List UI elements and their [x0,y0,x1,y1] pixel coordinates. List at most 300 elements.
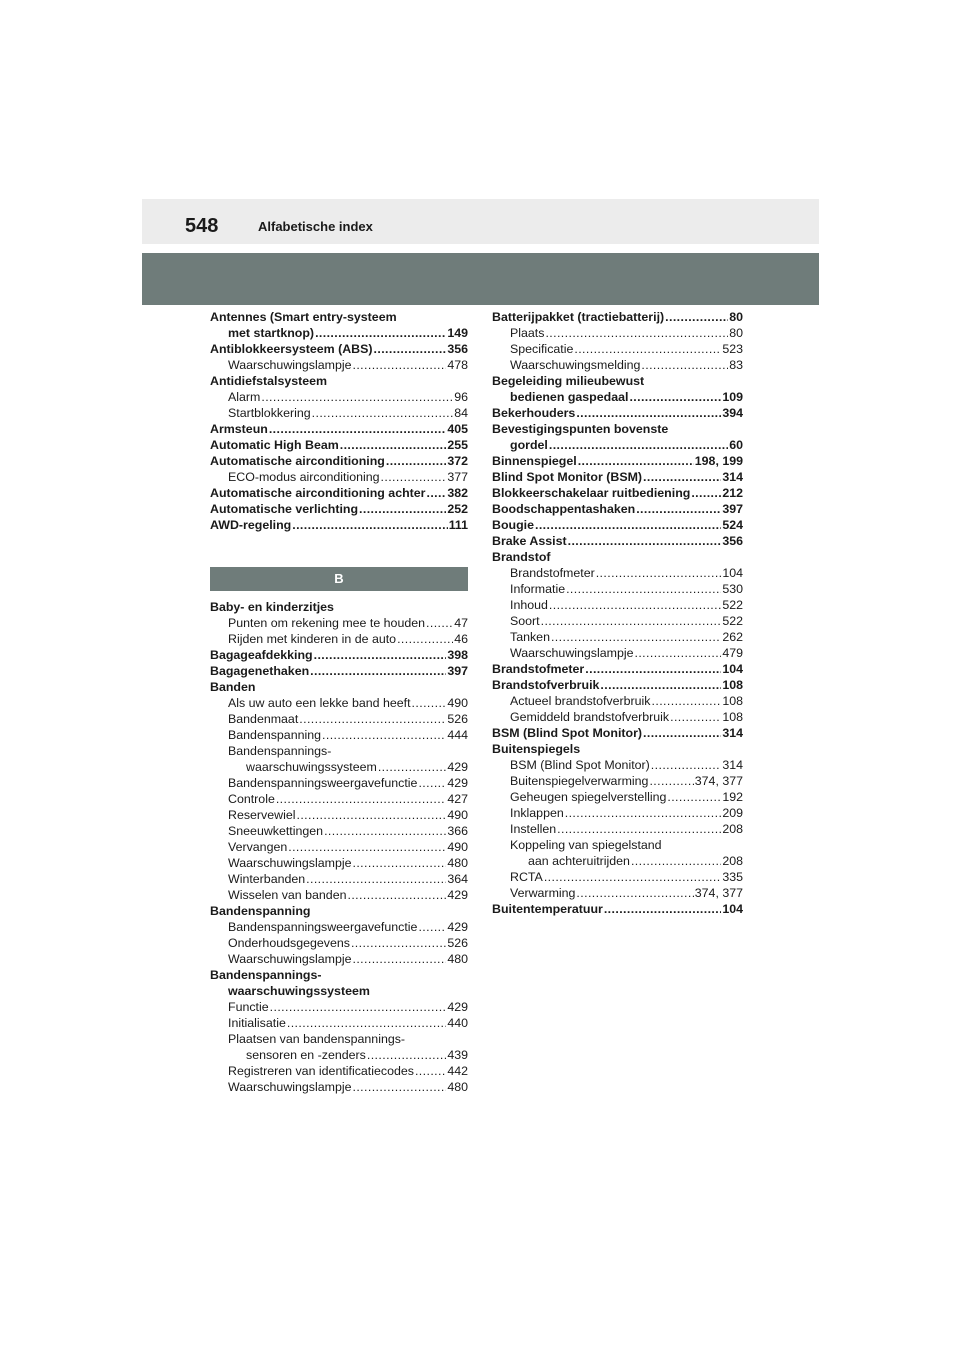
dot-leader [347,887,446,903]
index-entry-page: 80 [729,326,743,340]
index-entry [492,773,743,789]
dot-leader [544,869,722,885]
dot-leader [565,805,722,821]
dot-leader [315,325,446,341]
index-entry [210,999,468,1015]
index-entry [492,853,743,869]
index-entry [492,581,743,597]
dot-leader [568,533,722,549]
dot-leader [381,469,447,485]
index-entry-text: Waarschuwingslampje [228,856,352,870]
index-entry-page: 314 [722,726,743,740]
index-entry-page: 335 [722,870,743,884]
dot-leader [299,711,446,727]
dot-leader [545,325,728,341]
index-entry-text: Buitenspiegels [492,742,581,756]
index-entry-text: ECO-modus airconditioning [228,470,380,484]
index-entry [210,469,468,485]
page-header [142,199,819,244]
index-entry-text: Bougie [492,518,534,532]
index-entry-text: Antiblokkeersysteem (ABS) [210,342,373,356]
index-entry-page: 382 [447,486,468,500]
index-entry [492,325,743,341]
dot-leader [667,789,721,805]
index-entry [492,309,743,325]
dot-leader [535,517,721,533]
index-entry [492,469,743,485]
dot-leader [397,631,453,647]
index-entry [210,887,468,903]
index-entry [210,951,468,967]
index-entry-text: Inklappen [510,806,564,820]
index-entry-text: Automatische airconditioning [210,454,385,468]
index-entry-text: Brandstofverbruik [492,678,600,692]
index-entry-text: Bandenspanning [210,904,311,918]
index-entry-text: Armsteun [210,422,268,436]
index-entry [492,789,743,805]
index-entry-page: 429 [447,760,468,774]
index-entry [210,663,468,679]
index-entry-text: Bandenmaat [228,712,299,726]
index-entry-text: Boodschappentashaken [492,502,636,516]
index-entry-text: Rijden met kinderen in de auto [228,632,397,646]
dot-leader [643,725,721,741]
index-entry-text: BSM (Blind Spot Monitor) [492,726,643,740]
index-entry-page: 478 [447,358,468,372]
index-entry [210,389,468,405]
dot-leader [418,775,446,791]
index-entry-page: 444 [447,728,468,742]
index-entry-text: Alarm [228,390,261,404]
index-entry [492,757,743,773]
dot-leader [631,853,721,869]
index-entry-text: Bagageafdekking [210,648,313,662]
index-entry-page: 526 [447,936,468,950]
index-entry [492,485,743,501]
index-entry-text: Blokkeerschakelaar ruitbediening [492,486,691,500]
index-entry [210,759,468,775]
index-entry-page: 60 [729,438,743,452]
dot-leader [269,421,446,437]
index-entry-page: 212 [722,486,743,500]
index-entry-page: 104 [722,566,743,580]
index-entry-page: 149 [447,326,468,340]
index-entry [210,1063,468,1079]
dot-leader [296,807,446,823]
index-entry-page: 252 [447,502,468,516]
index-entry-page: 83 [729,358,743,372]
index-letter-heading: B [210,567,468,591]
index-entry [492,597,743,613]
index-entry-text: Waarschuwingslampje [228,358,352,372]
index-entry-text: Geheugen spiegelverstelling [510,790,667,804]
index-entry [210,727,468,743]
index-entry-page: 480 [447,856,468,870]
index-entry [210,421,468,437]
dot-leader [649,773,693,789]
index-entry-page: 397 [722,502,743,516]
index-entry-page: 440 [447,1016,468,1030]
index-entry-text: Bandenspanningsweergavefunctie [228,920,418,934]
dot-leader [340,437,447,453]
index-entry-page: 429 [447,1000,468,1014]
index-entry-text: Bandenspannings- [228,744,332,758]
index-entry-text: Antennes (Smart entry-systeem [210,310,397,324]
index-entry-page: 208 [722,854,743,868]
index-entry [492,805,743,821]
index-entry-page: 374, 377 [694,886,743,900]
index-entry-page: 262 [722,630,743,644]
dot-leader [359,501,446,517]
index-entry [492,389,743,405]
page-number: 548 [185,215,219,237]
index-entry-text: Bandenspanning [228,728,322,742]
dot-leader [652,693,722,709]
index-entry [210,341,468,357]
index-entry-page: 96 [454,390,468,404]
index-entry-page: 108 [722,678,743,692]
index-entry-page: 397 [447,664,468,678]
index-entry [210,919,468,935]
index-entry [492,613,743,629]
index-entry-page: 490 [447,840,468,854]
section-title: Alfabetische index [258,219,373,234]
dot-leader [596,565,722,581]
dot-leader [541,613,722,629]
index-entry-text: Batterijpakket (tractiebatterij) [492,310,665,324]
dot-leader [551,629,721,645]
dot-leader [691,485,721,501]
index-entry [210,309,468,325]
index-entry-text: Buitenspiegelverwarming [510,774,649,788]
dot-leader [351,935,446,951]
dot-leader [322,727,446,743]
index-entry-text: sensoren en -zenders [246,1048,366,1062]
index-entry-text: Punten om rekening mee te houden [228,616,426,630]
dot-leader [276,791,446,807]
dot-leader [604,901,721,917]
index-entry-text: RCTA [510,870,543,884]
index-entry-page: 398 [447,648,468,662]
index-entry-page: 442 [447,1064,468,1078]
index-entry-text: Instellen [510,822,557,836]
dot-leader [585,661,721,677]
dot-leader [635,645,722,661]
dot-leader [412,695,447,711]
index-entry-text: Controle [228,792,275,806]
index-entry-page: 429 [447,776,468,790]
index-entry-page: 255 [447,438,468,452]
index-entry-text: aan achteruitrijden [528,854,630,868]
index-entry [210,485,468,501]
index-entry-page: 192 [722,790,743,804]
dot-leader [576,405,721,421]
dot-leader [314,647,447,663]
dot-leader [415,1063,446,1079]
index-entry-page: 108 [722,710,743,724]
dot-leader [549,437,728,453]
index-entry-page: 314 [722,470,743,484]
dot-leader [576,885,693,901]
index-entry-page: 208 [722,822,743,836]
index-entry-page: 356 [722,534,743,548]
dot-leader [312,405,454,421]
dot-leader [374,341,447,357]
index-entry-page: 480 [447,1080,468,1094]
index-entry [210,823,468,839]
index-entry-text: Koppeling van spiegelstand [510,838,662,852]
index-entry [210,903,468,919]
index-entry-text: waarschuwingssysteem [246,760,377,774]
index-entry [210,373,468,389]
dot-leader [557,821,721,837]
dot-leader [426,615,453,631]
index-entry [210,791,468,807]
index-entry-page: 314 [722,758,743,772]
section-gap [210,533,468,567]
index-entry [492,341,743,357]
index-entry-text: Blind Spot Monitor (BSM) [492,470,643,484]
index-entry-page: 364 [447,872,468,886]
index-entry-page: 377 [447,470,468,484]
index-entry [492,693,743,709]
dot-leader [670,709,721,725]
index-entry-page: 198, 199 [694,454,743,468]
dot-leader [651,757,722,773]
index-entry [210,855,468,871]
dot-leader [310,663,446,679]
index-entry [210,807,468,823]
index-entry-text: Onderhoudsgegevens [228,936,350,950]
index-entry-text: Automatische verlichting [210,502,359,516]
index-entry [492,373,743,389]
index-column-right [492,309,743,917]
index-entry-text: Brandstof [492,550,551,564]
index-entry-text: Buitentemperatuur [492,902,603,916]
index-entry-text: Automatic High Beam [210,438,339,452]
index-entry [210,615,468,631]
index-column-left [210,309,468,1095]
index-entry-page: 356 [447,342,468,356]
dot-leader [600,677,721,693]
dot-leader [636,501,721,517]
index-entry-text: Winterbanden [228,872,306,886]
index-entry-text: Automatische airconditioning achter [210,486,426,500]
dot-leader [353,1079,447,1095]
index-entry [210,1015,468,1031]
index-entry-text: Reservewiel [228,808,296,822]
index-entry [210,357,468,373]
index-entry [210,1031,468,1047]
index-entry-page: 394 [722,406,743,420]
index-entry-text: Verwarming [510,886,576,900]
index-entry-page: 109 [722,390,743,404]
index-entry-text: Waarschuwingslampje [228,952,352,966]
index-entry-page: 47 [454,616,468,630]
index-entry-text: Inhoud [510,598,548,612]
index-entry [210,453,468,469]
index-entry-page: 111 [448,518,468,532]
dot-leader [549,597,721,613]
index-entry [492,437,743,453]
index-entry-text: AWD-regeling [210,518,292,532]
index-entry [210,967,468,983]
index-entry [210,935,468,951]
index-entry [210,647,468,663]
index-entry-page: 524 [722,518,743,532]
index-entry [492,741,743,757]
index-entry-text: Brake Assist [492,534,567,548]
index-entry [492,517,743,533]
dot-leader [641,357,728,373]
index-entry-page: 427 [447,792,468,806]
index-entry-text: gordel [510,438,548,452]
index-entry-page: 523 [722,342,743,356]
index-entry-page: 526 [447,712,468,726]
index-entry-text: Binnenspiegel [492,454,577,468]
index-entry [492,533,743,549]
index-entry-text: met startknop) [228,326,315,340]
index-entry [210,871,468,887]
index-entry-page: 522 [722,614,743,628]
index-entry-text: Sneeuwkettingen [228,824,324,838]
index-entry [492,421,743,437]
index-entry [492,677,743,693]
index-entry-page: 372 [447,454,468,468]
dot-leader [386,453,446,469]
index-entry [210,517,468,533]
dot-leader [665,309,728,325]
index-entry-text: Bandenspanningsweergavefunctie [228,776,418,790]
index-entry-page: 374, 377 [694,774,743,788]
index-entry-page: 480 [447,952,468,966]
index-entry [492,901,743,917]
dot-leader [324,823,446,839]
dot-leader [367,1047,446,1063]
dot-leader [378,759,446,775]
index-entry [492,357,743,373]
dot-leader [427,485,447,501]
index-entry-text: Banden [210,680,256,694]
index-entry-text: Bekerhouders [492,406,576,420]
index-entry-text: Begeleiding milieubewust [492,374,645,388]
index-entry-text: Waarschuwingslampje [228,1080,352,1094]
index-entry [492,821,743,837]
index-entry-page: 84 [454,406,468,420]
index-entry-text: bedienen gaspedaal [510,390,629,404]
index-entry-text: Wisselen van banden [228,888,347,902]
index-entry-text: Functie [228,1000,269,1014]
index-entry-text: Specificatie [510,342,574,356]
index-entry-page: 439 [447,1048,468,1062]
dot-leader [292,517,447,533]
index-entry-text: Plaatsen van bandenspannings- [228,1032,406,1046]
index-entry [492,869,743,885]
index-entry [210,743,468,759]
dot-leader [578,453,694,469]
index-entry-page: 522 [722,598,743,612]
header-band [142,253,819,305]
dot-leader [306,871,446,887]
index-entry-page: 530 [722,582,743,596]
index-entry [210,679,468,695]
index-entry-text: Vervangen [228,840,288,854]
index-entry-text: Bevestigingspunten bovenste [492,422,669,436]
index-entry-text: Als uw auto een lekke band heeft [228,696,411,710]
index-entry [492,709,743,725]
index-entry [210,599,468,615]
index-entry [210,1047,468,1063]
index-entry-text: waarschuwingssysteem [228,984,370,998]
index-entry [492,549,743,565]
index-entry-page: 46 [454,632,468,646]
index-entry [210,1079,468,1095]
index-entry-page: 366 [447,824,468,838]
index-entry-page: 490 [447,808,468,822]
index-entry [492,885,743,901]
index-entry [210,695,468,711]
index-entry-page: 429 [447,920,468,934]
dot-leader [643,469,721,485]
index-entry-page: 104 [722,662,743,676]
index-entry-text: Soort [510,614,540,628]
index-entry-text: Registreren van identificatiecodes [228,1064,414,1078]
index-entry-text: Gemiddeld brandstofverbruik [510,710,670,724]
index-entry-text: Tanken [510,630,550,644]
index-entry [492,405,743,421]
index-entry-text: Plaats [510,326,545,340]
index-entry [210,631,468,647]
index-entry [492,453,743,469]
index-entry-text: Actueel brandstofverbruik [510,694,651,708]
index-entry [210,775,468,791]
dot-leader [261,389,453,405]
index-entry-text: Antidiefstalsysteem [210,374,328,388]
dot-leader [353,855,447,871]
dot-leader [288,839,446,855]
index-entry [492,501,743,517]
index-entry-page: 405 [447,422,468,436]
dot-leader [574,341,721,357]
index-entry-text: Waarschuwingslampje [510,646,634,660]
index-entry [210,325,468,341]
index-entry-text: Brandstofmeter [510,566,595,580]
index-entry [492,837,743,853]
index-entry [210,405,468,421]
index-entry-text: Initialisatie [228,1016,286,1030]
index-entry-page: 209 [722,806,743,820]
index-entry-page: 108 [722,694,743,708]
dot-leader [270,999,447,1015]
index-entry-text: BSM (Blind Spot Monitor) [510,758,650,772]
dot-leader [287,1015,446,1031]
index-entry-text: Bagagenethaken [210,664,310,678]
index-entry-page: 429 [447,888,468,902]
index-entry [210,983,468,999]
index-entry-text: Informatie [510,582,566,596]
dot-leader [418,919,446,935]
dot-leader [566,581,721,597]
index-entry [492,565,743,581]
dot-leader [353,357,447,373]
index-entry [210,437,468,453]
index-entry [492,661,743,677]
dot-leader [353,951,447,967]
index-entry-text: Brandstofmeter [492,662,585,676]
index-entry-text: Bandenspannings- [210,968,322,982]
index-entry [210,711,468,727]
index-entry [210,501,468,517]
